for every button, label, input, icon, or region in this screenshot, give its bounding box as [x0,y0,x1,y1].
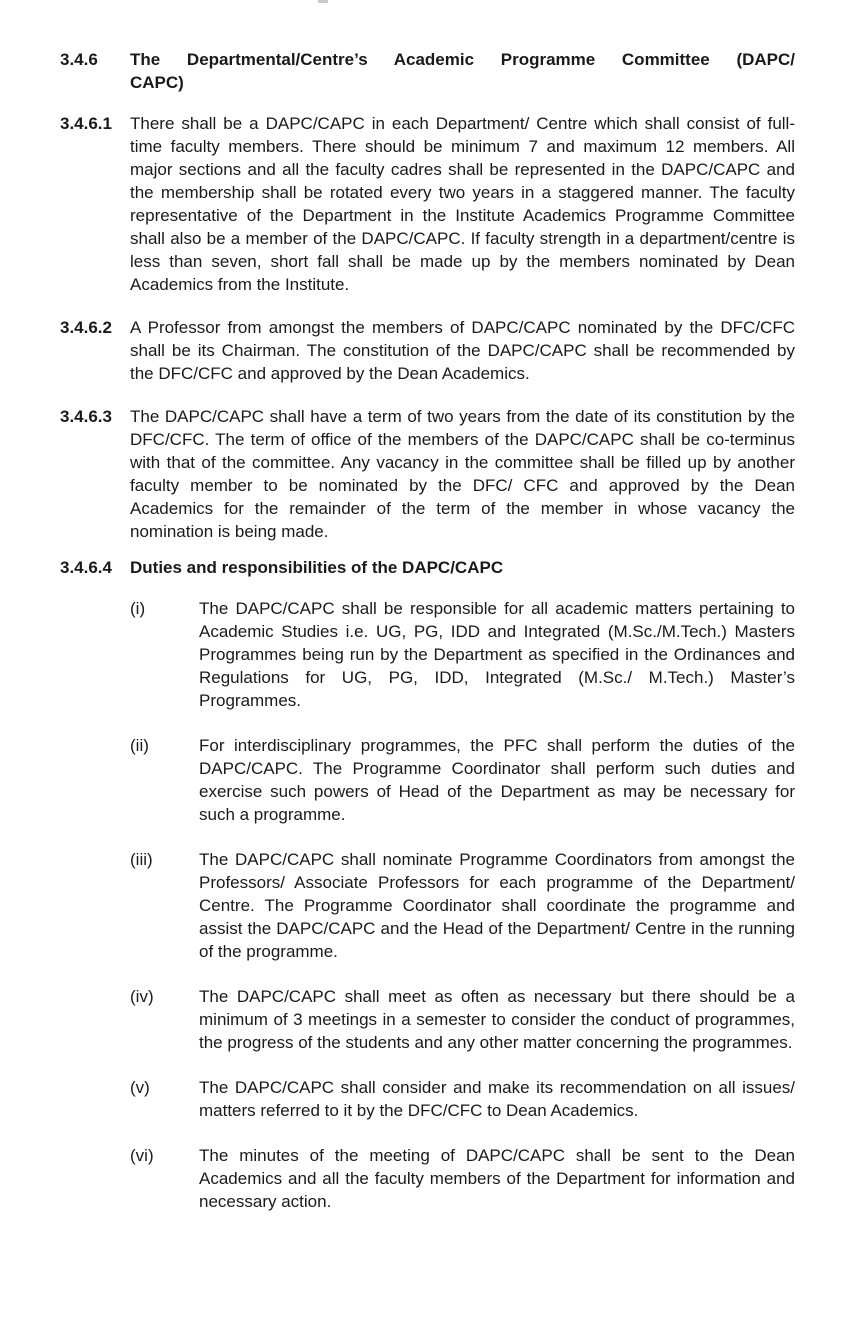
clause-3-4-6-2 [60,316,795,385]
clause-number: 3.4.6.3 [60,407,112,426]
clause-text: There shall be a DAPC/CAPC in each Department/ Centre which shall consist of full-time faculty members. There should be minimum 7 and maximum 12 members. All major sections and all the faculty cadres shall be represented in the DAPC/CAPC and the membership shall be rotated every two years in a staggered manner. The faculty representative of the Department in the Institute Academics Programme Committee shall also be a member of the DAPC/CAPC. If faculty strength in a department/centre is less than seven, short fall shall be made up by the members nominated by Dean Academics from the Institute. [130,114,795,294]
clause-text: The DAPC/CAPC shall have a term of two years from the date of its constitution by the DFC/CFC. The term of office of the members of the DAPC/CAPC shall be co-terminus with that of the committee. Any vacancy in the committee shall be filled up by another faculty member to be nominated by the DFC/ CFC and approved by the Dean Academics for the remainder of the term of the member in whose vacancy the nomination is being made. [130,407,795,541]
list-item-v [130,1076,795,1122]
section-title-line1: The Departmental/Centre’s Academic Programme Committee (DAPC/ [130,50,795,69]
list-item-marker: (iii) [130,850,153,869]
duties-subheading: Duties and responsibilities of the DAPC/CAPC [130,558,504,577]
section-number: 3.4.6 [60,50,98,69]
clause-number: 3.4.6.4 [60,558,112,577]
list-item-text: The DAPC/CAPC shall be responsible for all academic matters pertaining to Academic Studies i.e. UG, PG, IDD and Integrated (M.Sc./M.Tech.) Masters Programmes being run by the Department as specified in the Ordinances and Regulations for UG, PG, IDD, Integrated (M.Sc./ M.Tech.) Master’s Programmes. [199,599,795,710]
list-item-text: The DAPC/CAPC shall consider and make its recommendation on all issues/ matters referred to it by the DFC/CFC to Dean Academics. [199,1078,795,1120]
duties-list [60,597,795,1213]
clause-3-4-6-3 [60,405,795,543]
list-item-iv [130,985,795,1054]
list-item-text: The minutes of the meeting of DAPC/CAPC shall be sent to the Dean Academics and all the faculty members of the Department for information and necessary action. [199,1146,795,1211]
list-item-marker: (i) [130,599,146,618]
section-heading-3-4-6 [60,48,795,94]
section-title [130,48,795,94]
clause-number: 3.4.6.2 [60,318,112,337]
list-item-marker: (iv) [130,987,154,1006]
clause-3-4-6-1 [60,112,795,296]
clause-number: 3.4.6.1 [60,114,112,133]
list-item-text: The DAPC/CAPC shall nominate Programme Coordinators from amongst the Professors/ Associate Professors for each programme of the Department/ Centre. The Programme Coordinator shall coordinate the programme and assist the DAPC/CAPC and the Head of the Department/ Centre in the running of the programme. [199,850,795,961]
list-item-iii [130,848,795,963]
list-item-i [130,597,795,712]
list-item-text: The DAPC/CAPC shall meet as often as necessary but there should be a minimum of 3 meetings in a semester to consider the conduct of programmes, the progress of the students and any other matter concerning the programmes. [199,987,795,1052]
clause-text: A Professor from amongst the members of DAPC/CAPC nominated by the DFC/CFC shall be its Chairman. The constitution of the DAPC/CAPC shall be recommended by the DFC/CFC and approved by the Dean Academics. [130,318,795,383]
list-item-marker: (vi) [130,1146,154,1165]
list-item-marker: (ii) [130,736,149,755]
list-item-ii [130,734,795,826]
section-title-line2: CAPC) [130,73,184,92]
page-edge-artifact [318,0,328,3]
list-item-text: For interdisciplinary programmes, the PFC shall perform the duties of the DAPC/CAPC. The Programme Coordinator shall perform such duties and exercise such powers of Head of the Department as may be necessary for such a programme. [199,736,795,824]
clause-3-4-6-4-heading [60,556,795,579]
list-item-marker: (v) [130,1078,150,1097]
list-item-vi [130,1144,795,1213]
